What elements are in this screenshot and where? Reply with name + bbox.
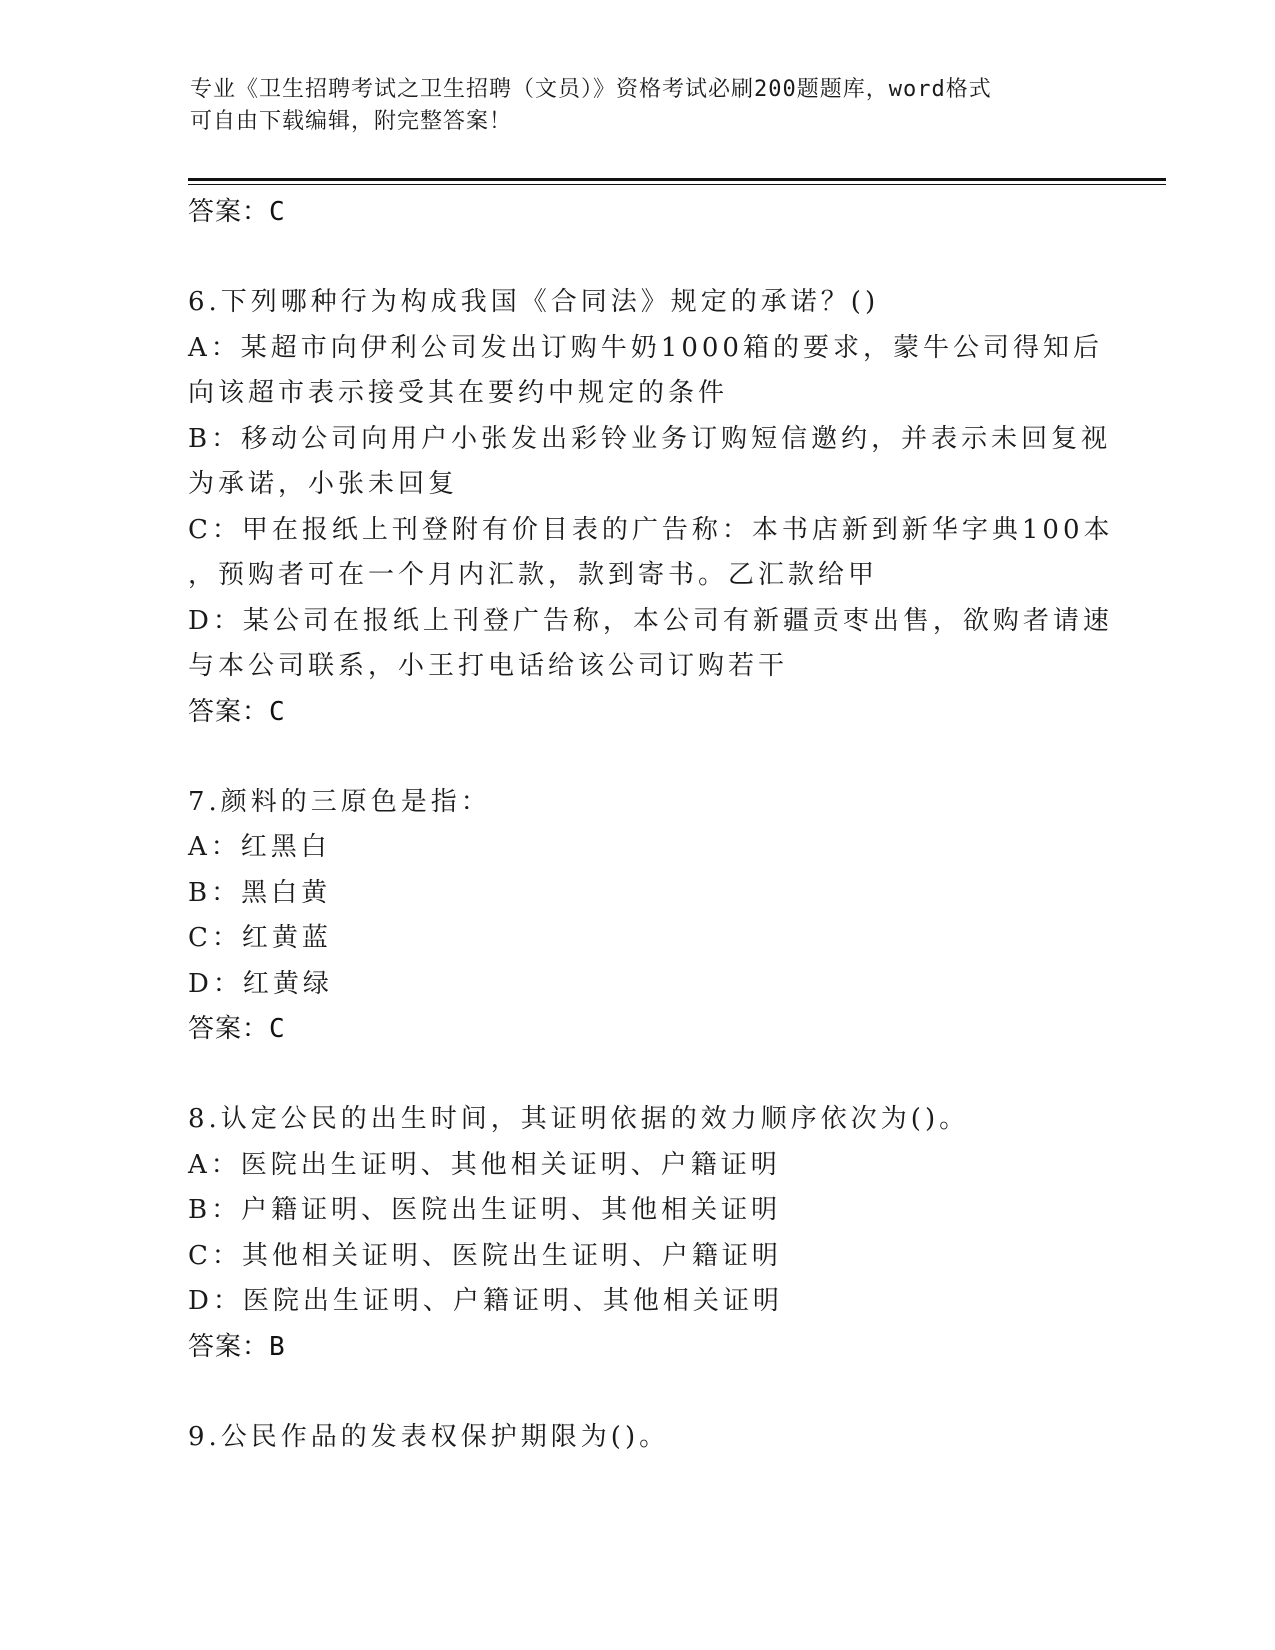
header-divider-thick [188, 178, 1166, 181]
question-spacer [188, 736, 1088, 780]
answer-option: B：户籍证明、医院出生证明、其他相关证明 [188, 1195, 782, 1225]
header-line-1: 专业《卫生招聘考试之卫生招聘（文员）》资格考试必刷200题题库，word格式 [190, 77, 992, 102]
answer-option: D：某公司在报纸上刊登广告称，本公司有新疆贡枣出售，欲购者请速 [188, 605, 1113, 636]
answer-label: 答案：C [188, 197, 286, 227]
question-list [188, 190, 1114, 1460]
answer-option: A：某超市向伊利公司发出订购牛奶1000箱的要求，蒙牛公司得知后 [188, 332, 1103, 363]
question-stem: 9.公民作品的发表权保护期限为()。 [188, 1421, 670, 1452]
answer-option: C：甲在报纸上刊登附有价目表的广告称：本书店新到新华字典100本 [188, 514, 1114, 545]
header-line-2: 可自由下载编辑，附完整答案！ [190, 109, 513, 134]
answer-option: B：移动公司向用户小张发出彩铃业务订购短信邀约，并表示未回复视 [188, 423, 1112, 454]
answer-option: ，预购者可在一个月内汇款，款到寄书。乙汇款给甲 [188, 560, 879, 590]
question-stem: 8.认定公民的出生时间，其证明依据的效力顺序依次为()。 [188, 1104, 970, 1134]
answer-option: 为承诺，小张未回复 [188, 469, 459, 499]
answer-option: C：其他相关证明、医院出生证明、户籍证明 [188, 1240, 782, 1271]
answer-label: 答案：C [188, 696, 286, 727]
answer-option: B：黑白黄 [188, 877, 332, 908]
answer-option: C：红黄蓝 [188, 923, 332, 953]
answer-label: 答案：C [188, 1014, 286, 1044]
question-stem: 6.下列哪种行为构成我国《合同法》规定的承诺？() [188, 287, 880, 317]
answer-option: 与本公司联系，小王打电话给该公司订购若干 [188, 651, 789, 681]
header-divider-thin [188, 184, 1166, 185]
question-block [188, 1097, 1088, 1371]
question-block [188, 280, 1114, 736]
question-block [188, 780, 1088, 1054]
answer-option: D：医院出生证明、户籍证明、其他相关证明 [188, 1286, 783, 1316]
answer-option: A：红黑白 [188, 832, 331, 862]
question-spacer [188, 1371, 1088, 1415]
document-header [190, 74, 1090, 138]
answer-label: 答案：B [188, 1331, 286, 1362]
answer-option: D：红黄绿 [188, 968, 333, 999]
question-stem: 7.颜料的三原色是指： [188, 786, 491, 817]
question-block [188, 1415, 1088, 1461]
answer-option: 向该超市表示接受其在要约中规定的条件 [188, 378, 729, 408]
answer-option: A：医院出生证明、其他相关证明、户籍证明 [188, 1149, 781, 1180]
question-spacer [188, 236, 1088, 280]
question-spacer [188, 1053, 1088, 1097]
